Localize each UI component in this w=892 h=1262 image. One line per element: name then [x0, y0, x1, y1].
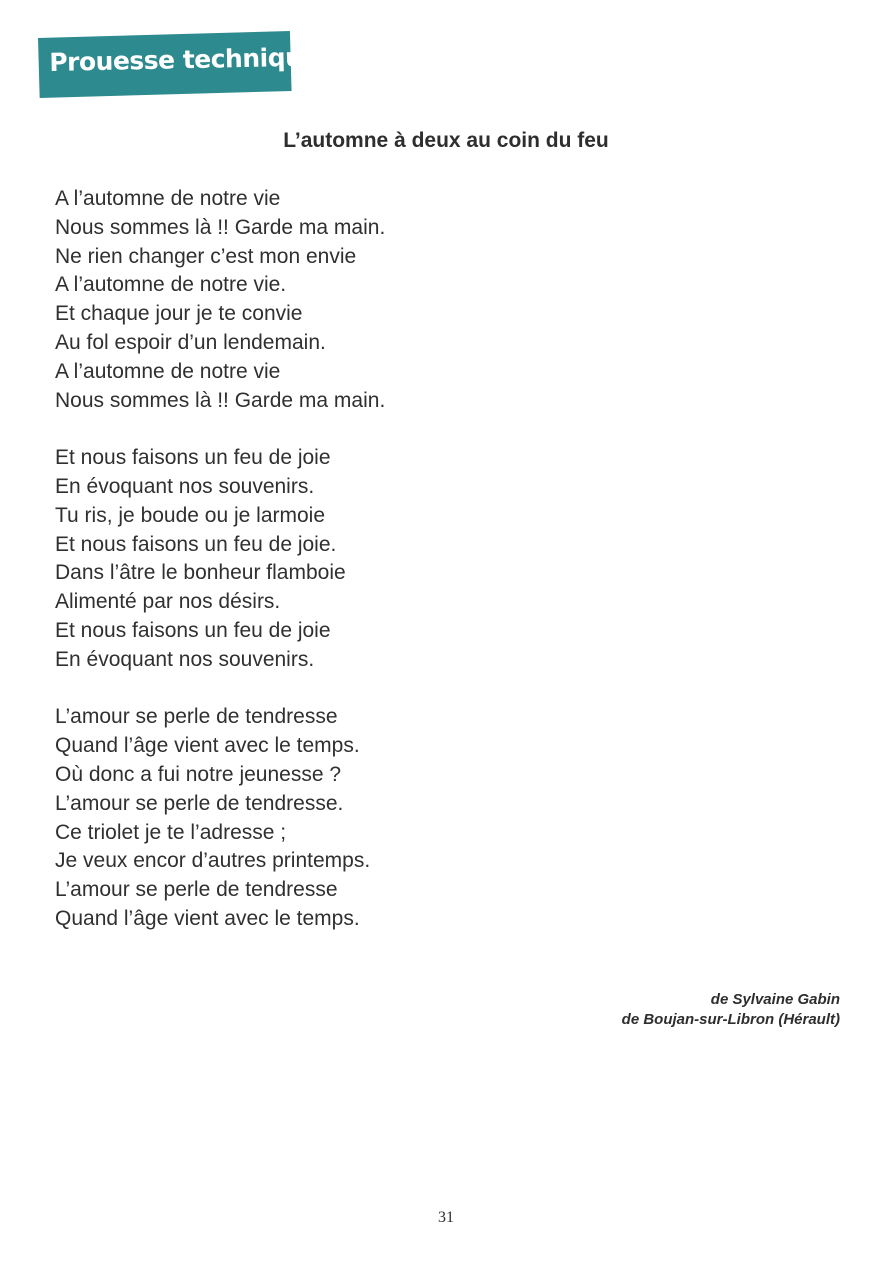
poem-line: Alimenté par nos désirs. [55, 590, 281, 614]
page-number: 31 [438, 1209, 454, 1226]
poem-body [55, 185, 655, 963]
signature-author: de Sylvaine Gabin [710, 991, 840, 1008]
stanza-3 [55, 703, 655, 933]
poem-line: L’amour se perle de tendresse [55, 705, 338, 729]
poem-line: A l’automne de notre vie. [55, 273, 287, 297]
poem-line: Et nous faisons un feu de joie [55, 446, 331, 470]
poem-line: Et chaque jour je te convie [55, 302, 303, 326]
signature [622, 990, 840, 1030]
poem-line: Tu ris, je boude ou je larmoie [55, 503, 326, 527]
poem-line: Quand l’âge vient avec le temps. [55, 906, 360, 930]
poem-line: A l’automne de notre vie [55, 359, 281, 383]
poem-line: A l’automne de notre vie [55, 187, 281, 210]
poem-line: Ne rien changer c’est mon envie [55, 244, 357, 268]
poem-line: Nous sommes là !! Garde ma main. [55, 388, 386, 412]
poem-line: Au fol espoir d’un lendemain. [55, 330, 326, 354]
poem-title: L’automne à deux au coin du feu [283, 129, 609, 152]
poem-line: L’amour se perle de tendresse [55, 878, 338, 902]
stanza-1 [55, 185, 655, 415]
poem-line: Quand l’âge vient avec le temps. [55, 734, 360, 758]
poem-line: Et nous faisons un feu de joie [55, 618, 331, 642]
poem-line: En évoquant nos souvenirs. [55, 647, 315, 671]
signature-location: de Boujan-sur-Libron (Hérault) [621, 1011, 840, 1028]
poem-line: L’amour se perle de tendresse. [55, 791, 344, 815]
section-label: Prouesse technique [49, 42, 320, 77]
poem-line: Dans l’âtre le bonheur flamboie [55, 561, 346, 585]
poem-line: En évoquant nos souvenirs. [55, 474, 315, 498]
poem-line: Ce triolet je te l’adresse ; [55, 820, 287, 844]
poem-line: Où donc a fui notre jeunesse ? [55, 762, 342, 786]
poem-line: Nous sommes là !! Garde ma main. [55, 215, 386, 239]
stanza-2 [55, 444, 655, 674]
poem-line: Je veux encor d’autres printemps. [55, 849, 371, 873]
poem-line: Et nous faisons un feu de joie. [55, 532, 337, 556]
